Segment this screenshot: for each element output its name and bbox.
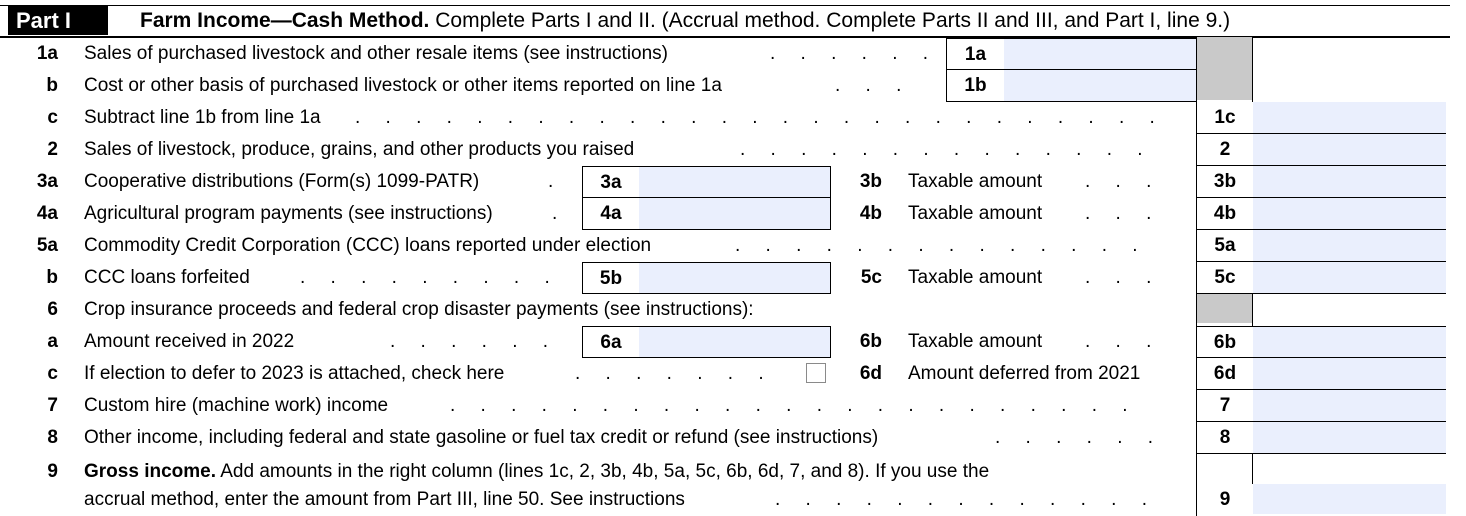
box-1a: 1a bbox=[946, 38, 1004, 70]
line-6: 6 Crop insurance proceeds and federal crop disaster payments (see instructions): bbox=[47, 299, 754, 320]
line-2-input[interactable] bbox=[1253, 134, 1446, 166]
line-1a-input[interactable] bbox=[1004, 38, 1196, 70]
line-9-input[interactable] bbox=[1253, 484, 1446, 514]
box-5c: 5c bbox=[1196, 262, 1253, 294]
line-5b-input[interactable] bbox=[639, 262, 831, 294]
box-6a: 6a bbox=[582, 326, 639, 358]
box-5a: 5a bbox=[1196, 230, 1253, 262]
line-4a-input[interactable] bbox=[639, 198, 831, 230]
line-1b-input[interactable] bbox=[1004, 70, 1196, 102]
box-8: 8 bbox=[1196, 422, 1253, 454]
line-2: 2 Sales of livestock, produce, grains, and other products you raised . . . . . . . . . . . . . . 2 bbox=[0, 134, 1450, 166]
line-7: 7 Custom hire (machine work) income . . . . . . . . . . . . . . . . . . . . . . . 7 bbox=[0, 390, 1450, 422]
line-8-input[interactable] bbox=[1253, 422, 1446, 454]
box-9: 9 bbox=[1196, 484, 1253, 516]
line-5b: b CCC loans forfeited . . . . . . . . . 5b 5c Taxable amount . . . 5c bbox=[0, 262, 1450, 294]
line-6a-input[interactable] bbox=[639, 326, 831, 358]
line-1a: 1a Sales of purchased livestock and other resale items (see instructions) . . . . . . 1a bbox=[0, 38, 1450, 70]
line-3a: 3a Cooperative distributions (Form(s) 1099-PATR) . 3a 3b Taxable amount . . . 3b bbox=[0, 166, 1450, 198]
line-5a-input[interactable] bbox=[1253, 230, 1446, 262]
box-2: 2 bbox=[1196, 134, 1253, 166]
line-1c-input[interactable] bbox=[1253, 102, 1446, 134]
box-4b: 4b bbox=[1196, 198, 1253, 230]
box-4a: 4a bbox=[582, 198, 639, 230]
line-1c: c Subtract line 1b from line 1a . . . . . . . . . . . . . . . . . . . . . . . . . . . 1c bbox=[0, 102, 1450, 134]
line-4a: 4a Agricultural program payments (see instructions) . 4a 4b Taxable amount . . . 4b bbox=[0, 198, 1450, 230]
line-4b-input[interactable] bbox=[1253, 198, 1446, 230]
box-3a: 3a bbox=[582, 166, 639, 198]
box-5b: 5b bbox=[582, 262, 639, 294]
part-label: Part I bbox=[8, 6, 108, 35]
line-1b: b Cost or other basis of purchased livestock or other items reported on line 1a . . . 1b bbox=[0, 70, 1450, 102]
line-5a: 5a Commodity Credit Corporation (CCC) loans reported under election . . . . . . . . . . . . . . 5a bbox=[0, 230, 1450, 262]
line-6a: a Amount received in 2022 . . . . . . 6a 6b Taxable amount . . . 6b bbox=[0, 326, 1450, 358]
line-3a-input[interactable] bbox=[639, 166, 831, 198]
box-6d: 6d bbox=[1196, 358, 1253, 390]
box-3b: 3b bbox=[1196, 166, 1253, 198]
line-5c-input[interactable] bbox=[1253, 262, 1446, 294]
part-title: Farm Income—Cash Method. Complete Parts I and II. (Accrual method. Complete Parts II and III, and Part I, line 9.) bbox=[140, 9, 1231, 32]
box-1c: 1c bbox=[1196, 102, 1253, 134]
line-3b-input[interactable] bbox=[1253, 166, 1446, 198]
box-7: 7 bbox=[1196, 390, 1253, 422]
line-9: 9 Gross income. Add amounts in the right column (lines 1c, 2, 3b, 4b, 5a, 5c, 6b, 6d, 7, and 8). If you use the accrual method, enter the amount from Part III, line 50. See instructions . . . . . . . . . . . . . 9 bbox=[0, 456, 1450, 514]
box-1b: 1b bbox=[946, 70, 1004, 102]
line-6d-input[interactable] bbox=[1253, 358, 1446, 390]
line-6b-input[interactable] bbox=[1253, 326, 1446, 358]
line-6c: c If election to defer to 2023 is attached, check here . . . . . . . 6d Amount deferred from 2021 6d bbox=[0, 358, 1450, 390]
box-6b: 6b bbox=[1196, 326, 1253, 358]
line-8: 8 Other income, including federal and state gasoline or fuel tax credit or refund (see instructions) . . . . . . 8 bbox=[0, 422, 1450, 454]
defer-election-checkbox[interactable] bbox=[806, 363, 826, 383]
line-7-input[interactable] bbox=[1253, 390, 1446, 422]
